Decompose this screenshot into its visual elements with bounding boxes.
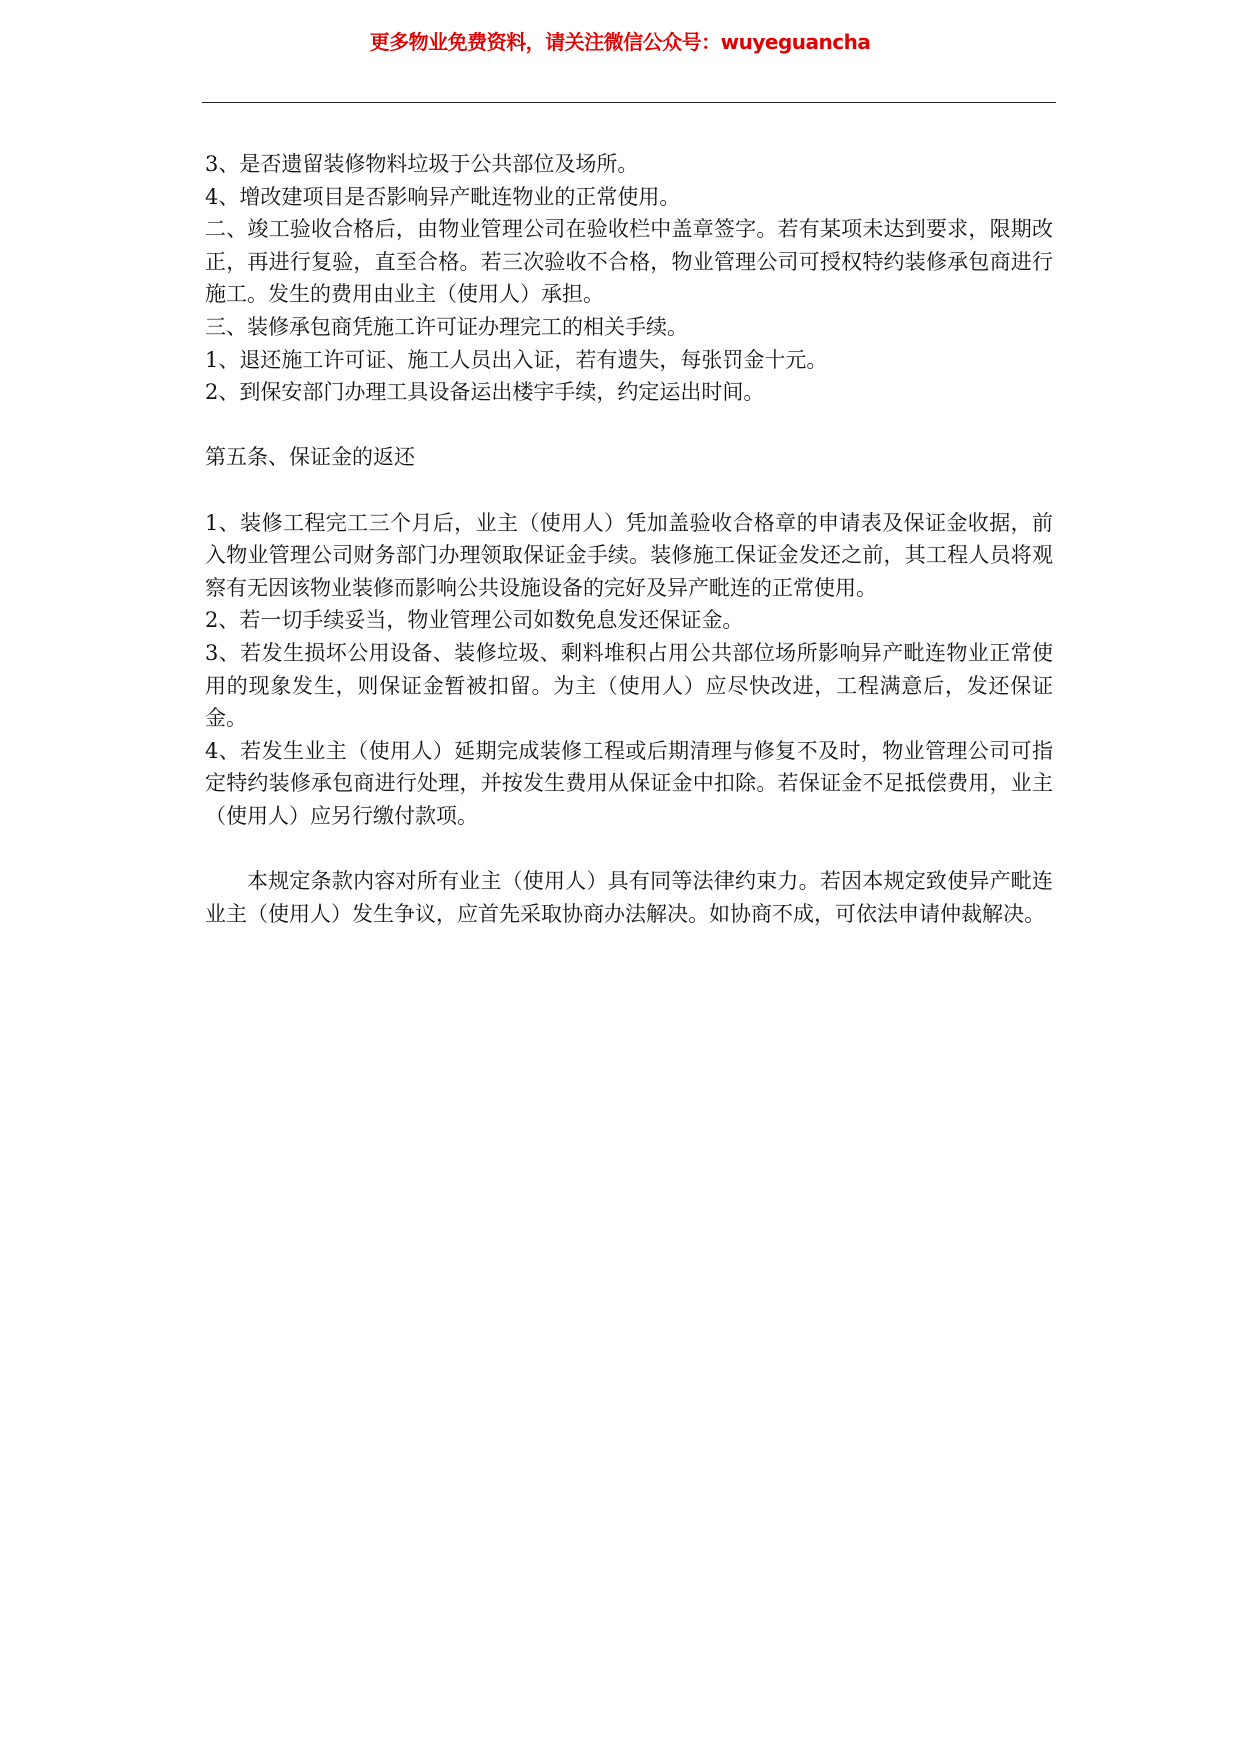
section-2-completion-acceptance: 二、竣工验收合格后，由物业管理公司在验收栏中盖章签字。若有某项未达到要求，限期改正，再进行复验，直至合格。若三次验收不合格，物业管理公司可授权特约装修承包商进行施工。发生的费用由业主（使用人）承担。 <box>205 217 1053 307</box>
page-header-notice: 更多物业免费资料，请关注微信公众号：wuyeguancha <box>369 30 871 54</box>
section-3-completion-procedures: 三、装修承包商凭施工许可证办理完工的相关手续。 <box>205 314 688 339</box>
procedure-item-1: 1、退还施工许可证、施工人员出入证，若有遗失，每张罚金十元。 <box>205 347 828 372</box>
deposit-item-4: 4、若发生业主（使用人）延期完成装修工程或后期清理与修复不及时，物业管理公司可指定特约装修承包商进行处理，并按发生费用从保证金中扣除。若保证金不足抵偿费用，业主（使用人）应另行缴付款项。 <box>205 738 1053 828</box>
article-5-heading: 第五条、保证金的返还 <box>205 445 415 470</box>
list-item-4: 4、增改建项目是否影响异产毗连物业的正常使用。 <box>205 184 681 209</box>
list-item-3: 3、是否遗留装修物料垃圾于公共部位及场所。 <box>205 152 639 176</box>
deposit-item-1: 1、装修工程完工三个月后，业主（使用人）凭加盖验收合格章的申请表及保证金收据，前入物业管理公司财务部门办理领取保证金手续。装修施工保证金发还之前，其工程人员将观察有无因该物业装修而影响公共设施设备的完好及异产毗连的正常使用。 <box>205 510 1053 600</box>
document-body <box>205 148 1053 930</box>
closing-clause: 本规定条款内容对所有业主（使用人）具有同等法律约束力。若因本规定致使异产毗连业主（使用人）发生争议，应首先采取协商办法解决。如协商不成，可依法申请仲裁解决。 <box>205 869 1053 926</box>
header-divider <box>202 102 1056 103</box>
deposit-item-3: 3、若发生损坏公用设备、装修垃圾、剩料堆积占用公共部位场所影响异产毗连物业正常使用的现象发生，则保证金暂被扣留。为主（使用人）应尽快改进，工程满意后，发还保证金。 <box>205 640 1053 731</box>
procedure-item-2: 2、到保安部门办理工具设备运出楼宇手续，约定运出时间。 <box>205 380 765 405</box>
deposit-item-2: 2、若一切手续妥当，物业管理公司如数免息发还保证金。 <box>205 608 744 633</box>
